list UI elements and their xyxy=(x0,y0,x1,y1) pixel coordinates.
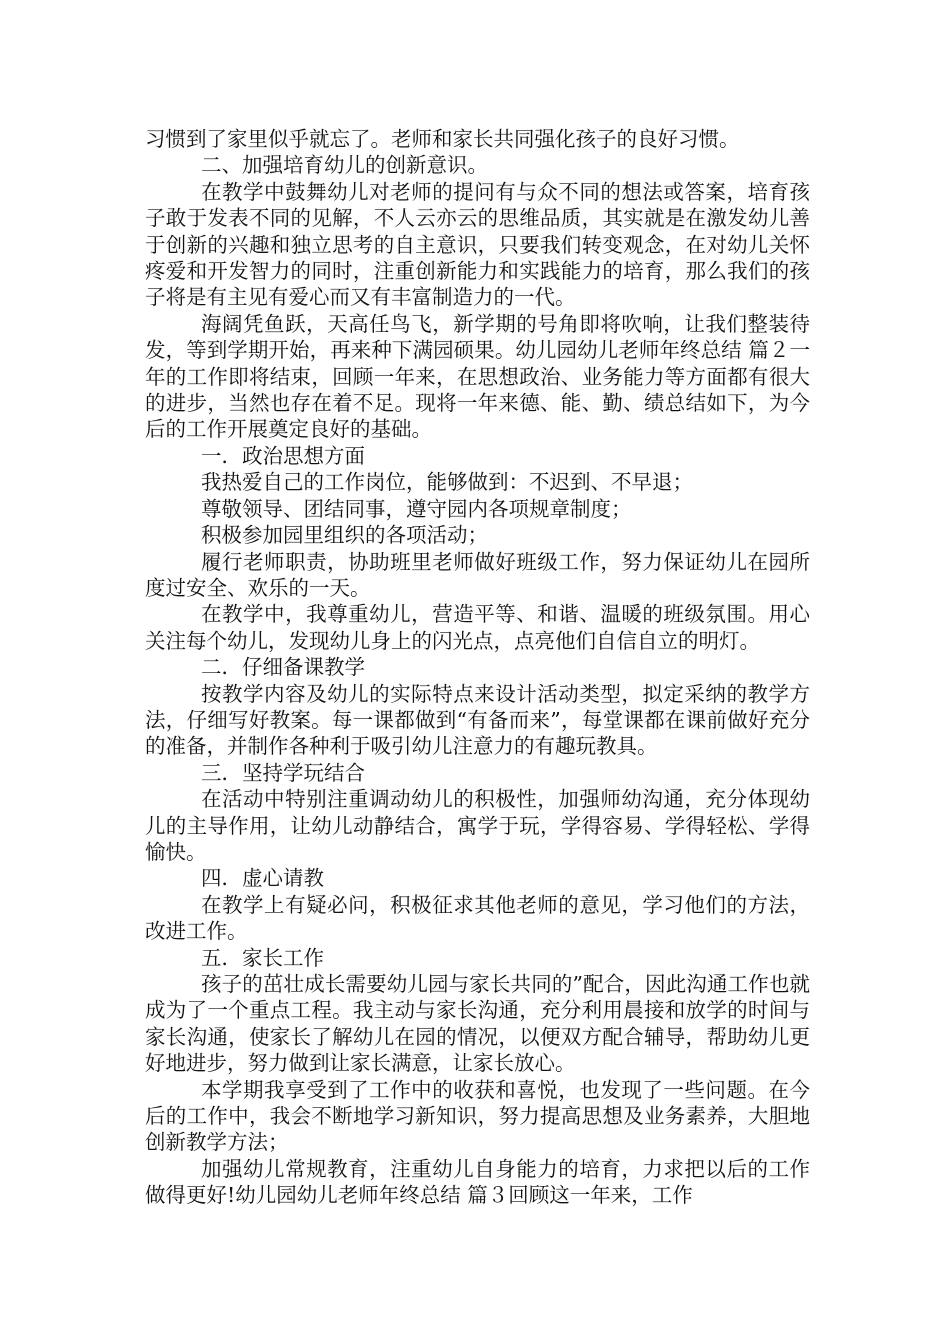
paragraph: 习惯到了家里似乎就忘了。老师和家长共同强化孩子的良好习惯。 xyxy=(145,127,740,151)
section-heading: 二．仔细备课教学 xyxy=(201,655,365,680)
paragraph: 加强幼儿常规教育，注重幼儿自身能力的培育，力求把以后的工作做得更好!幼儿园幼儿老师年终总结 篇３回顾这一年来，工作 xyxy=(145,1156,810,1208)
paragraph: 本学期我享受到了工作中的收获和喜悦，也发现了一些问题。在今后的工作中，我会不断地学习新知识，努力提高思想及业务素养，大胆地创新教学方法； xyxy=(145,1077,810,1155)
paragraph: 在教学中鼓舞幼儿对老师的提问有与众不同的想法或答案，培育孩子敢于发表不同的见解，不人云亦云的思维品质，其实就是在激发幼儿善于创新的兴趣和独立思考的自主意识，只要我们转变观念，在对幼儿关怀疼爱和开发智力的同时，注重创新能力和实践能力的培育，那么我们的孩子将是有主见有爱心而又有丰富制造力的一代。 xyxy=(145,179,810,310)
paragraph: 海阔凭鱼跃，天高任鸟飞，新学期的号角即将吹响，让我们整装待发，等到学期开始，再来种下满园硕果。幼儿园幼儿老师年终总结 篇２一年的工作即将结束，回顾一年来，在思想政治、业务能力等方面都有很大的进步，当然也存在着不足。现将一年来德、能、勤、绩总结如下，为今后的工作开展奠定良好的基础。 xyxy=(145,311,810,442)
paragraph: 孩子的茁壮成长需要幼儿园与家长共同的”配合，因此沟通工作也就成为了一个重点工程。我主动与家长沟通，充分利用晨接和放学的时间与家长沟通，使家长了解幼儿在园的情况，以便双方配合辅导，帮助幼儿更好地进步，努力做到让家长满意，让家长放心。 xyxy=(145,972,810,1076)
section-heading: 三．坚持学玩结合 xyxy=(201,760,365,785)
paragraph: 在教学上有疑必问，积极征求其他老师的意见，学习他们的方法，改进工作。 xyxy=(145,892,810,944)
paragraph: 在活动中特别注重调动幼儿的积极性，加强师幼沟通，充分体现幼儿的主导作用，让幼儿动静结合，寓学于玩，学得容易、学得轻松、学得愉快。 xyxy=(145,787,810,864)
paragraph: 积极参加园里组织的各项活动； xyxy=(201,523,488,548)
paragraph: 我热爱自己的工作岗位，能够做到：不迟到、不早退； xyxy=(201,470,693,495)
paragraph: 尊敬领导、团结同事，遵守园内各项规章制度； xyxy=(201,496,632,521)
section-heading: 四．虚心请教 xyxy=(201,866,324,891)
section-heading: 二、加强培育幼儿的创新意识。 xyxy=(201,153,488,178)
paragraph: 履行老师职责，协助班里老师做好班级工作，努力保证幼儿在园所度过安全、欢乐的一天。 xyxy=(145,549,810,600)
section-heading: 一．政治思想方面 xyxy=(201,443,365,468)
document-body xyxy=(145,126,810,1209)
section-heading: 五．家长工作 xyxy=(201,945,324,970)
paragraph: 按教学内容及幼儿的实际特点来设计活动类型，拟定采纳的教学方法，仔细写好教案。每一课都做到“有备而来”，每堂课都在课前做好充分的准备，并制作各种利于吸引幼儿注意力的有趣玩教具。 xyxy=(145,681,810,759)
paragraph: 在教学中，我尊重幼儿，营造平等、和谐、温暖的班级氛围。用心关注每个幼儿，发现幼儿身上的闪光点，点亮他们自信自立的明灯。 xyxy=(145,602,810,653)
